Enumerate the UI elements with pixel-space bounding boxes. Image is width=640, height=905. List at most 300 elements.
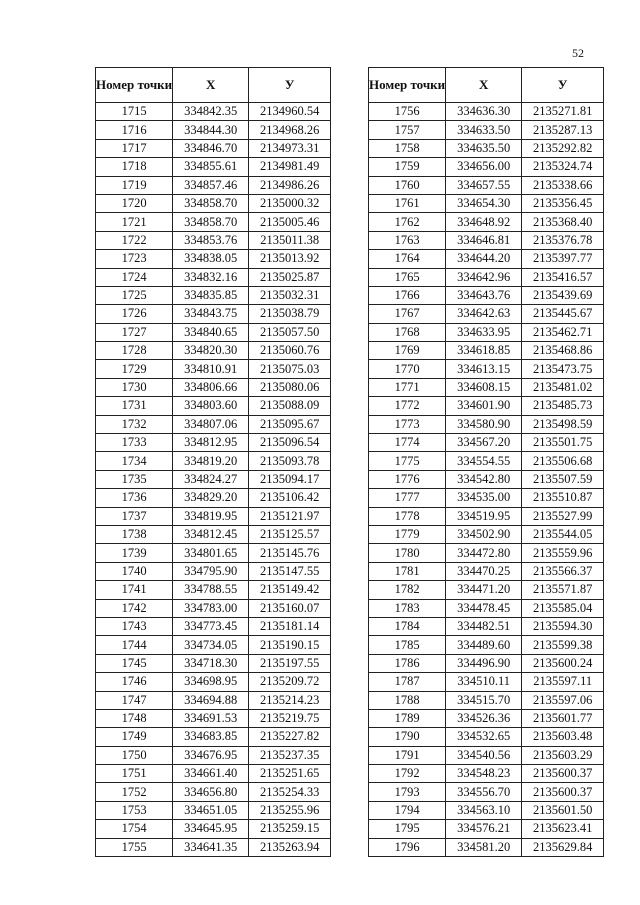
table-row	[369, 305, 604, 323]
x-cell: 334576.21	[446, 820, 522, 838]
x-cell: 334812.45	[173, 525, 249, 543]
x-cell: 334656.00	[446, 158, 522, 176]
point-number-cell: 1756	[369, 103, 446, 121]
point-number-cell: 1723	[96, 250, 173, 268]
point-number-cell: 1748	[96, 709, 173, 727]
x-cell: 334642.63	[446, 305, 522, 323]
y-cell: 2135093.78	[249, 452, 331, 470]
table-row	[96, 673, 331, 691]
x-cell: 334642.96	[446, 268, 522, 286]
point-number-cell: 1760	[369, 176, 446, 194]
y-cell: 2135600.37	[522, 783, 604, 801]
x-cell: 334853.76	[173, 231, 249, 249]
point-number-cell: 1744	[96, 636, 173, 654]
point-number-cell: 1779	[369, 525, 446, 543]
x-cell: 334734.05	[173, 636, 249, 654]
header-point-number: Номер точки	[96, 68, 173, 103]
point-number-cell: 1775	[369, 452, 446, 470]
table-row	[369, 746, 604, 764]
x-cell: 334646.81	[446, 231, 522, 249]
table-row	[96, 176, 331, 194]
x-cell: 334540.56	[446, 746, 522, 764]
table-row	[96, 286, 331, 304]
x-cell: 334554.55	[446, 452, 522, 470]
y-cell: 2135601.77	[522, 709, 604, 727]
y-cell: 2135237.35	[249, 746, 331, 764]
page-number: 52	[572, 46, 584, 60]
y-cell: 2135197.55	[249, 654, 331, 672]
point-number-cell: 1792	[369, 765, 446, 783]
x-cell: 334471.20	[446, 581, 522, 599]
header-y: У	[249, 68, 331, 103]
y-cell: 2135481.02	[522, 378, 604, 396]
x-cell: 334515.70	[446, 691, 522, 709]
y-cell: 2135376.78	[522, 231, 604, 249]
y-cell: 2135439.69	[522, 286, 604, 304]
table-row	[369, 599, 604, 617]
table-row	[369, 525, 604, 543]
point-number-cell: 1750	[96, 746, 173, 764]
table-row	[96, 323, 331, 341]
point-number-cell: 1736	[96, 489, 173, 507]
table-header-row	[369, 68, 604, 103]
table-row	[96, 121, 331, 139]
y-cell: 2135060.76	[249, 342, 331, 360]
y-cell: 2135510.87	[522, 489, 604, 507]
table-row	[96, 691, 331, 709]
point-number-cell: 1787	[369, 673, 446, 691]
table-row	[369, 673, 604, 691]
table-row	[369, 103, 604, 121]
y-cell: 2135527.99	[522, 507, 604, 525]
table-row	[96, 158, 331, 176]
x-cell: 334819.95	[173, 507, 249, 525]
y-cell: 2135629.84	[522, 838, 604, 856]
point-number-cell: 1738	[96, 525, 173, 543]
y-cell: 2135190.15	[249, 636, 331, 654]
table-row	[369, 507, 604, 525]
x-cell: 334835.85	[173, 286, 249, 304]
y-cell: 2135397.77	[522, 250, 604, 268]
x-cell: 334645.95	[173, 820, 249, 838]
point-number-cell: 1774	[369, 434, 446, 452]
x-cell: 334601.90	[446, 397, 522, 415]
y-cell: 2135603.29	[522, 746, 604, 764]
point-number-cell: 1734	[96, 452, 173, 470]
table-row	[369, 636, 604, 654]
x-cell: 334657.55	[446, 176, 522, 194]
table-row	[96, 415, 331, 433]
y-cell: 2135149.42	[249, 581, 331, 599]
x-cell: 334519.95	[446, 507, 522, 525]
y-cell: 2135600.24	[522, 654, 604, 672]
y-cell: 2135025.87	[249, 268, 331, 286]
point-number-cell: 1766	[369, 286, 446, 304]
point-number-cell: 1783	[369, 599, 446, 617]
table-row	[96, 231, 331, 249]
header-point-number: Номер точки	[369, 68, 446, 103]
x-cell: 334807.06	[173, 415, 249, 433]
point-number-cell: 1770	[369, 360, 446, 378]
point-number-cell: 1793	[369, 783, 446, 801]
table-row	[96, 562, 331, 580]
y-cell: 2135263.94	[249, 838, 331, 856]
point-number-cell: 1782	[369, 581, 446, 599]
table-row	[96, 709, 331, 727]
point-number-cell: 1743	[96, 617, 173, 635]
x-cell: 334648.92	[446, 213, 522, 231]
y-cell: 2135338.66	[522, 176, 604, 194]
point-number-cell: 1742	[96, 599, 173, 617]
table-body-right	[369, 103, 604, 857]
point-number-cell: 1777	[369, 489, 446, 507]
table-row	[369, 617, 604, 635]
x-cell: 334641.35	[173, 838, 249, 856]
x-cell: 334773.45	[173, 617, 249, 635]
y-cell: 2135259.15	[249, 820, 331, 838]
x-cell: 334846.70	[173, 139, 249, 157]
table-row	[369, 323, 604, 341]
table-row	[369, 470, 604, 488]
table-row	[96, 783, 331, 801]
table-row	[96, 397, 331, 415]
table-row	[96, 581, 331, 599]
x-cell: 334661.40	[173, 765, 249, 783]
x-cell: 334694.88	[173, 691, 249, 709]
coordinates-table-left	[95, 67, 331, 857]
x-cell: 334832.16	[173, 268, 249, 286]
point-number-cell: 1773	[369, 415, 446, 433]
x-cell: 334618.85	[446, 342, 522, 360]
table-row	[96, 617, 331, 635]
point-number-cell: 1733	[96, 434, 173, 452]
x-cell: 334644.20	[446, 250, 522, 268]
x-cell: 334656.80	[173, 783, 249, 801]
point-number-cell: 1768	[369, 323, 446, 341]
x-cell: 334795.90	[173, 562, 249, 580]
x-cell: 334683.85	[173, 728, 249, 746]
point-number-cell: 1749	[96, 728, 173, 746]
point-number-cell: 1739	[96, 544, 173, 562]
x-cell: 334613.15	[446, 360, 522, 378]
y-cell: 2135600.37	[522, 765, 604, 783]
y-cell: 2135501.75	[522, 434, 604, 452]
table-row	[96, 820, 331, 838]
point-number-cell: 1727	[96, 323, 173, 341]
y-cell: 2135209.72	[249, 673, 331, 691]
table-row	[96, 838, 331, 856]
table-row	[96, 213, 331, 231]
y-cell: 2135160.07	[249, 599, 331, 617]
table-row	[96, 544, 331, 562]
point-number-cell: 1762	[369, 213, 446, 231]
x-cell: 334489.60	[446, 636, 522, 654]
table-row	[96, 378, 331, 396]
table-row	[369, 783, 604, 801]
x-cell: 334801.65	[173, 544, 249, 562]
point-number-cell: 1784	[369, 617, 446, 635]
y-cell: 2135594.30	[522, 617, 604, 635]
x-cell: 334510.11	[446, 673, 522, 691]
x-cell: 334548.23	[446, 765, 522, 783]
y-cell: 2135013.92	[249, 250, 331, 268]
table-row	[369, 544, 604, 562]
y-cell: 2135038.79	[249, 305, 331, 323]
point-number-cell: 1769	[369, 342, 446, 360]
y-cell: 2135219.75	[249, 709, 331, 727]
y-cell: 2135506.68	[522, 452, 604, 470]
x-cell: 334542.80	[446, 470, 522, 488]
y-cell: 2135214.23	[249, 691, 331, 709]
point-number-cell: 1759	[369, 158, 446, 176]
point-number-cell: 1718	[96, 158, 173, 176]
x-cell: 334676.95	[173, 746, 249, 764]
point-number-cell: 1731	[96, 397, 173, 415]
y-cell: 2135251.65	[249, 765, 331, 783]
x-cell: 334843.75	[173, 305, 249, 323]
y-cell: 2135507.59	[522, 470, 604, 488]
table-row	[369, 691, 604, 709]
x-cell: 334581.20	[446, 838, 522, 856]
point-number-cell: 1715	[96, 103, 173, 121]
point-number-cell: 1761	[369, 194, 446, 212]
point-number-cell: 1764	[369, 250, 446, 268]
y-cell: 2135005.46	[249, 213, 331, 231]
table-row	[369, 121, 604, 139]
y-cell: 2135623.41	[522, 820, 604, 838]
y-cell: 2135095.67	[249, 415, 331, 433]
point-number-cell: 1721	[96, 213, 173, 231]
point-number-cell: 1725	[96, 286, 173, 304]
y-cell: 2135147.55	[249, 562, 331, 580]
point-number-cell: 1794	[369, 801, 446, 819]
table-row	[96, 636, 331, 654]
y-cell: 2135080.06	[249, 378, 331, 396]
point-number-cell: 1726	[96, 305, 173, 323]
x-cell: 334563.10	[446, 801, 522, 819]
point-number-cell: 1789	[369, 709, 446, 727]
table-row	[369, 562, 604, 580]
point-number-cell: 1785	[369, 636, 446, 654]
y-cell: 2135416.57	[522, 268, 604, 286]
x-cell: 334478.45	[446, 599, 522, 617]
point-number-cell: 1717	[96, 139, 173, 157]
y-cell: 2135544.05	[522, 525, 604, 543]
point-number-cell: 1740	[96, 562, 173, 580]
x-cell: 334829.20	[173, 489, 249, 507]
y-cell: 2135287.13	[522, 121, 604, 139]
y-cell: 2135255.96	[249, 801, 331, 819]
table-row	[96, 139, 331, 157]
point-number-cell: 1771	[369, 378, 446, 396]
y-cell: 2135603.48	[522, 728, 604, 746]
y-cell: 2135075.03	[249, 360, 331, 378]
table-row	[369, 820, 604, 838]
table-row	[369, 194, 604, 212]
point-number-cell: 1780	[369, 544, 446, 562]
x-cell: 334824.27	[173, 470, 249, 488]
y-cell: 2135601.50	[522, 801, 604, 819]
x-cell: 334643.76	[446, 286, 522, 304]
table-row	[96, 525, 331, 543]
x-cell: 334535.00	[446, 489, 522, 507]
x-cell: 334567.20	[446, 434, 522, 452]
x-cell: 334810.91	[173, 360, 249, 378]
x-cell: 334526.36	[446, 709, 522, 727]
table-row	[96, 599, 331, 617]
table-row	[369, 158, 604, 176]
point-number-cell: 1716	[96, 121, 173, 139]
point-number-cell: 1735	[96, 470, 173, 488]
table-row	[96, 746, 331, 764]
y-cell: 2135571.87	[522, 581, 604, 599]
y-cell: 2135599.38	[522, 636, 604, 654]
x-cell: 334820.30	[173, 342, 249, 360]
table-row	[96, 305, 331, 323]
y-cell: 2135227.82	[249, 728, 331, 746]
coordinates-table-right	[368, 67, 604, 857]
y-cell: 2135485.73	[522, 397, 604, 415]
y-cell: 2135324.74	[522, 158, 604, 176]
table-row	[96, 489, 331, 507]
x-cell: 334698.95	[173, 673, 249, 691]
x-cell: 334580.90	[446, 415, 522, 433]
y-cell: 2135597.06	[522, 691, 604, 709]
y-cell: 2135271.81	[522, 103, 604, 121]
point-number-cell: 1737	[96, 507, 173, 525]
point-number-cell: 1791	[369, 746, 446, 764]
y-cell: 2135473.75	[522, 360, 604, 378]
y-cell: 2135468.86	[522, 342, 604, 360]
y-cell: 2135106.42	[249, 489, 331, 507]
y-cell: 2135356.45	[522, 194, 604, 212]
x-cell: 334718.30	[173, 654, 249, 672]
table-row	[96, 434, 331, 452]
table-row	[369, 581, 604, 599]
y-cell: 2135057.50	[249, 323, 331, 341]
table-header-row	[96, 68, 331, 103]
x-cell: 334691.53	[173, 709, 249, 727]
point-number-cell: 1795	[369, 820, 446, 838]
x-cell: 334532.65	[446, 728, 522, 746]
point-number-cell: 1758	[369, 139, 446, 157]
point-number-cell: 1747	[96, 691, 173, 709]
y-cell: 2135032.31	[249, 286, 331, 304]
y-cell: 2135585.04	[522, 599, 604, 617]
table-row	[369, 838, 604, 856]
x-cell: 334783.00	[173, 599, 249, 617]
y-cell: 2134986.26	[249, 176, 331, 194]
x-cell: 334857.46	[173, 176, 249, 194]
point-number-cell: 1719	[96, 176, 173, 194]
point-number-cell: 1732	[96, 415, 173, 433]
x-cell: 334858.70	[173, 194, 249, 212]
table-row	[96, 250, 331, 268]
point-number-cell: 1724	[96, 268, 173, 286]
y-cell: 2135096.54	[249, 434, 331, 452]
y-cell: 2135254.33	[249, 783, 331, 801]
y-cell: 2135094.17	[249, 470, 331, 488]
table-row	[369, 378, 604, 396]
table-row	[96, 194, 331, 212]
table-row	[369, 176, 604, 194]
header-y: У	[522, 68, 604, 103]
header-x: X	[173, 68, 249, 103]
y-cell: 2134981.49	[249, 158, 331, 176]
table-row	[369, 342, 604, 360]
point-number-cell: 1720	[96, 194, 173, 212]
y-cell: 2135011.38	[249, 231, 331, 249]
x-cell: 334819.20	[173, 452, 249, 470]
y-cell: 2135121.97	[249, 507, 331, 525]
y-cell: 2135559.96	[522, 544, 604, 562]
x-cell: 334470.25	[446, 562, 522, 580]
x-cell: 334635.50	[446, 139, 522, 157]
table-row	[96, 654, 331, 672]
point-number-cell: 1741	[96, 581, 173, 599]
point-number-cell: 1754	[96, 820, 173, 838]
x-cell: 334838.05	[173, 250, 249, 268]
x-cell: 334633.95	[446, 323, 522, 341]
point-number-cell: 1753	[96, 801, 173, 819]
table-row	[369, 286, 604, 304]
x-cell: 334812.95	[173, 434, 249, 452]
x-cell: 334636.30	[446, 103, 522, 121]
x-cell: 334472.80	[446, 544, 522, 562]
table-row	[369, 213, 604, 231]
table-row	[96, 801, 331, 819]
x-cell: 334482.51	[446, 617, 522, 635]
table-row	[369, 489, 604, 507]
x-cell: 334806.66	[173, 378, 249, 396]
x-cell: 334654.30	[446, 194, 522, 212]
point-number-cell: 1751	[96, 765, 173, 783]
point-number-cell: 1786	[369, 654, 446, 672]
x-cell: 334844.30	[173, 121, 249, 139]
table-row	[96, 103, 331, 121]
y-cell: 2135088.09	[249, 397, 331, 415]
table-row	[96, 360, 331, 378]
point-number-cell: 1776	[369, 470, 446, 488]
point-number-cell: 1765	[369, 268, 446, 286]
y-cell: 2135462.71	[522, 323, 604, 341]
y-cell: 2134960.54	[249, 103, 331, 121]
point-number-cell: 1730	[96, 378, 173, 396]
table-row	[96, 452, 331, 470]
x-cell: 334803.60	[173, 397, 249, 415]
y-cell: 2135181.14	[249, 617, 331, 635]
x-cell: 334608.15	[446, 378, 522, 396]
point-number-cell: 1772	[369, 397, 446, 415]
table-row	[369, 231, 604, 249]
y-cell: 2135000.32	[249, 194, 331, 212]
table-row	[96, 268, 331, 286]
y-cell: 2135125.57	[249, 525, 331, 543]
table-row	[369, 765, 604, 783]
x-cell: 334855.61	[173, 158, 249, 176]
point-number-cell: 1778	[369, 507, 446, 525]
point-number-cell: 1752	[96, 783, 173, 801]
x-cell: 334633.50	[446, 121, 522, 139]
point-number-cell: 1767	[369, 305, 446, 323]
x-cell: 334842.35	[173, 103, 249, 121]
x-cell: 334502.90	[446, 525, 522, 543]
header-x: X	[446, 68, 522, 103]
point-number-cell: 1728	[96, 342, 173, 360]
point-number-cell: 1722	[96, 231, 173, 249]
point-number-cell: 1757	[369, 121, 446, 139]
table-row	[369, 250, 604, 268]
